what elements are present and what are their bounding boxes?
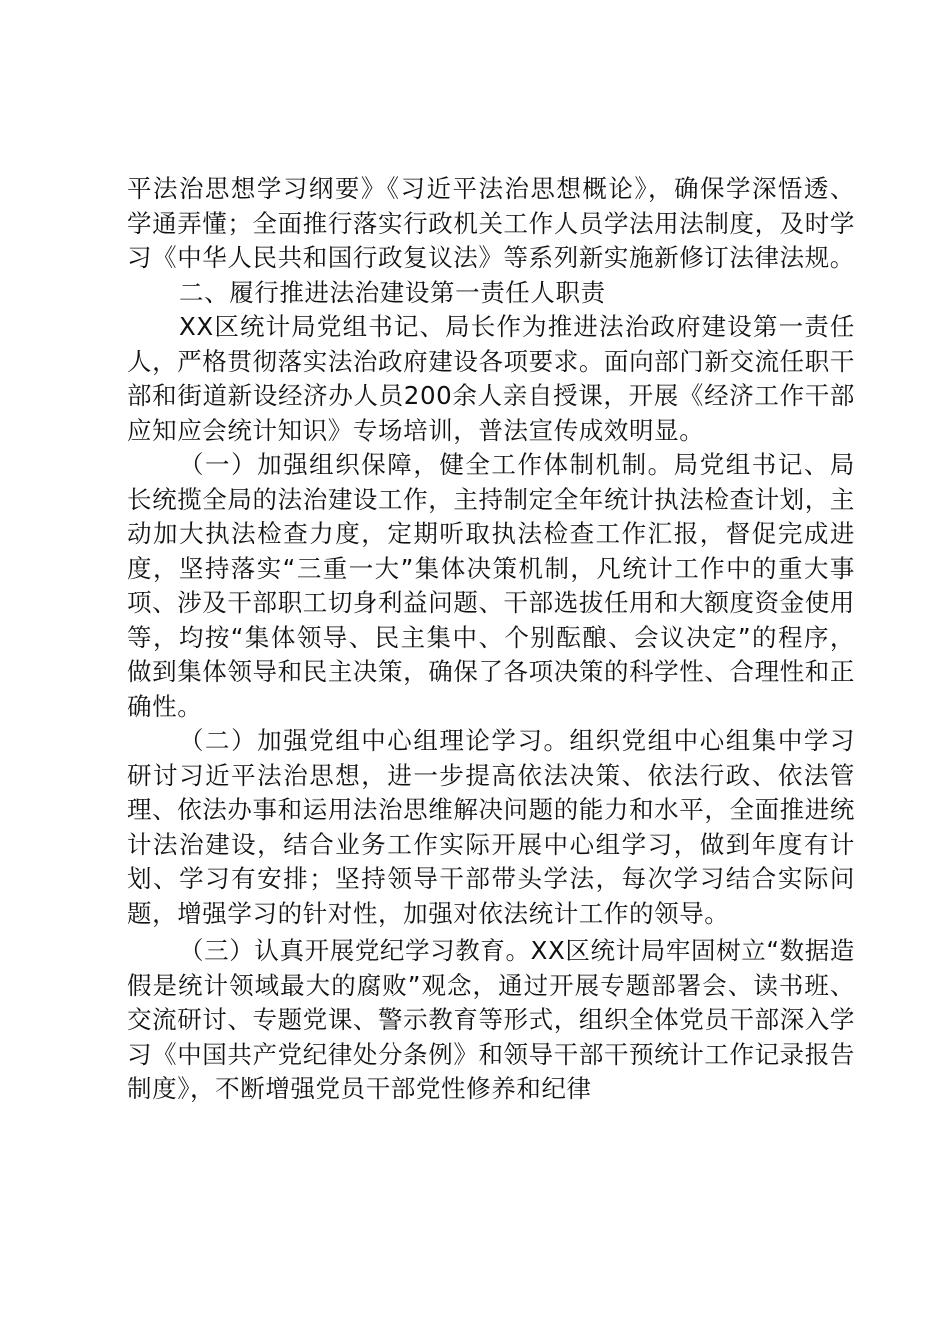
paragraph: XX区统计局党组书记、局长作为推进法治政府建设第一责任人，严格贯彻落实法治政府建设各项要求。面向部门新交流任职干部和街道新设经济办人员200余人亲自授课，开展《经济工作干部应知应会统计知识》专场培训，普法宣传成效明显。 [127, 312, 855, 445]
paragraph-subsection-1: （一）加强组织保障，健全工作体制机制。局党组书记、局长统揽全局的法治建设工作，主持制定全年统计执法检查计划，主动加大执法检查力度，定期听取执法检查工作汇报，督促完成进度，坚持落实“三重一大”集体决策机制，凡统计工作中的重大事项、涉及干部职工切身利益问题、干部选拔任用和大额度资金使用等，均按“集体领导、民主集中、个别酝酿、会议决定”的程序，做到集体领导和民主决策，确保了各项决策的科学性、合理性和正确性。 [127, 450, 855, 721]
document-body [127, 172, 855, 1107]
section-heading: 二、履行推进法治建设第一责任人职责 [179, 277, 606, 307]
paragraph-continued: 平法治思想学习纲要》《习近平法治思想概论》，确保学深悟透、学通弄懂；全面推行落实行政机关工作人员学法用法制度，及时学习《中华人民共和国行政复议法》等系列新实施新修订法律法规。 [127, 174, 855, 272]
paragraph-subsection-3: （三）认真开展党纪学习教育。XX区统计局牢固树立“数据造假是统计领域最大的腐败”观念，通过开展专题部署会、读书班、交流研讨、专题党课、警示教育等形式，组织全体党员干部深入学习《中国共产党纪律处分条例》和领导干部干预统计工作记录报告制度》，不断增强党员干部党性修养和纪律 [127, 936, 855, 1103]
paragraph-subsection-2: （二）加强党组中心组理论学习。组织党组中心组集中学习研讨习近平法治思想，进一步提高依法决策、依法行政、依法管理、依法办事和运用法治思维解决问题的能力和水平，全面推进统计法治建设，结合业务工作实际开展中心组学习，做到年度有计划、学习有安排；坚持领导干部带头学法，每次学习结合实际问题，增强学习的针对性，加强对依法统计工作的领导。 [127, 726, 855, 928]
